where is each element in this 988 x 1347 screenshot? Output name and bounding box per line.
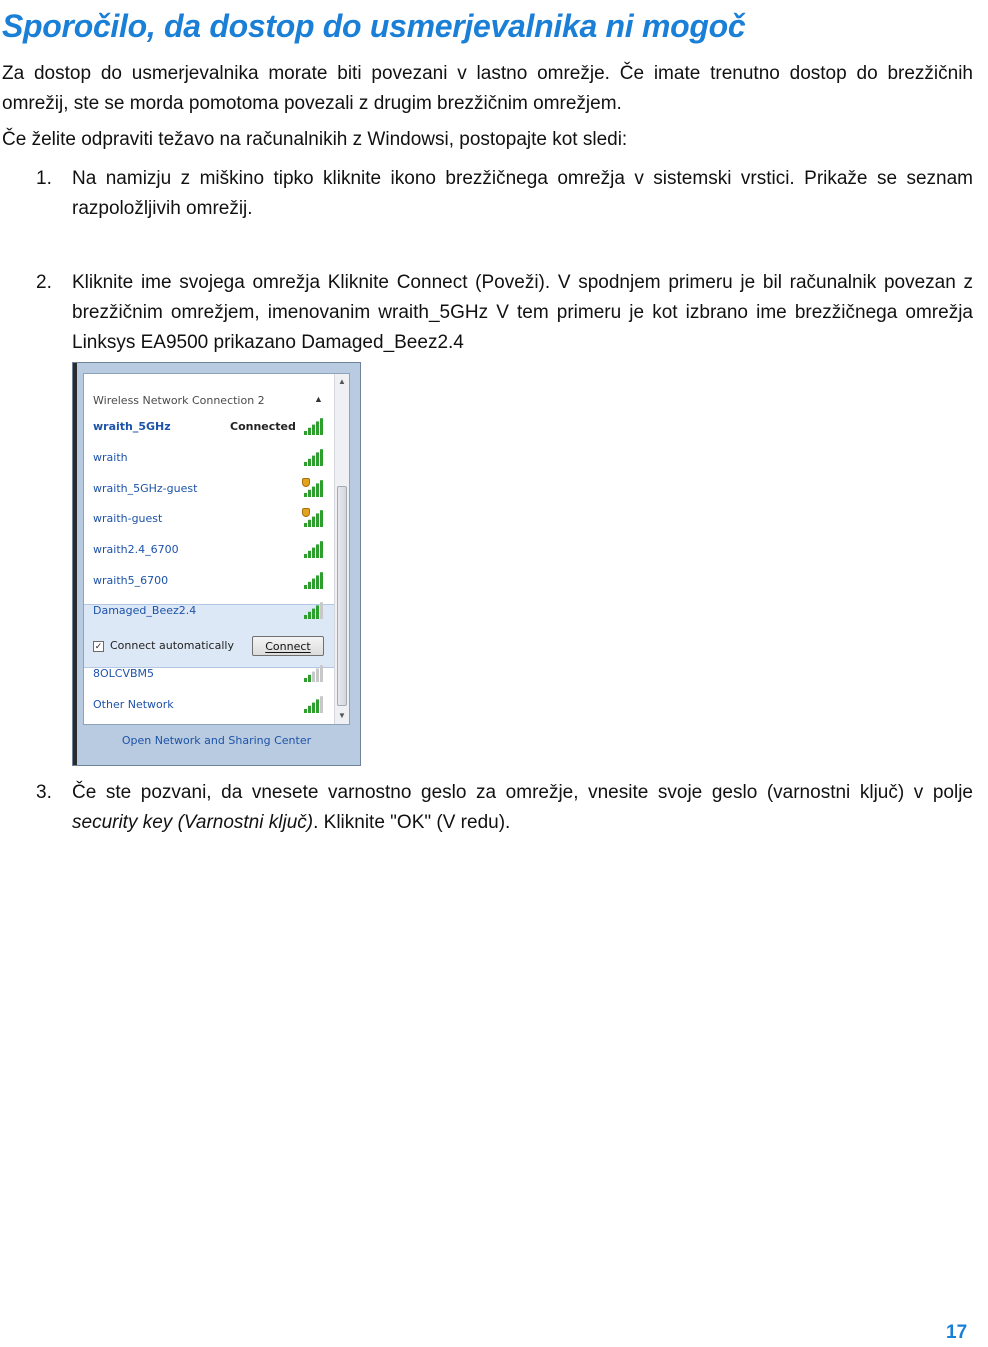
signal-bar <box>316 513 319 527</box>
scrollbar[interactable] <box>334 374 349 724</box>
page-number: 17 <box>946 1322 968 1343</box>
security-key-emphasis: security key (Varnostni ključ) <box>72 812 314 833</box>
step-3-text-end: . Kliknite "OK" (V redu). <box>313 812 511 833</box>
signal-bar <box>304 709 307 713</box>
signal-bar <box>308 551 311 558</box>
signal-bar <box>304 678 307 682</box>
network-row[interactable] <box>84 692 335 720</box>
scroll-down-icon[interactable]: ▼ <box>338 711 346 720</box>
signal-bar <box>312 672 315 682</box>
signal-bar <box>308 582 311 589</box>
network-flyout <box>72 362 361 766</box>
signal-bar <box>316 668 319 682</box>
network-name: wraith_5GHz-guest <box>93 482 198 495</box>
signal-bar <box>320 510 323 527</box>
signal-strength-icon <box>302 509 324 527</box>
step-3-text <box>72 778 973 838</box>
network-row[interactable] <box>84 568 335 596</box>
signal-strength-icon <box>302 448 324 466</box>
signal-bar <box>320 418 323 435</box>
signal-bar <box>320 572 323 589</box>
signal-bar <box>312 517 315 527</box>
signal-bar <box>304 554 307 558</box>
signal-bar <box>320 602 323 619</box>
network-row[interactable] <box>84 445 335 473</box>
signal-bar <box>308 459 311 466</box>
signal-bar <box>312 487 315 497</box>
scroll-up-icon[interactable]: ▲ <box>338 377 346 386</box>
connect-automatically-checkbox[interactable]: ✓ <box>94 641 103 651</box>
signal-bar <box>308 490 311 497</box>
intro-paragraph: Za dostop do usmerjevalnika morate biti povezani v lastno omrežje. Če imate trenutno dostop do brezžičnih omrežij, ste se morda pomotoma povezali z drugim brezžičnim omrežjem. <box>2 63 973 114</box>
signal-bar <box>304 615 307 619</box>
signal-strength-icon <box>302 479 324 497</box>
step-1-number: 1. <box>36 168 52 189</box>
signal-bar <box>308 520 311 527</box>
signal-bar <box>320 449 323 466</box>
signal-bar <box>304 462 307 466</box>
network-name: wraith <box>93 451 128 464</box>
network-row[interactable] <box>84 476 335 504</box>
signal-strength-icon <box>302 664 324 682</box>
signal-bar <box>304 431 307 435</box>
signal-bar <box>316 421 319 435</box>
network-row[interactable] <box>84 414 335 442</box>
step-1-text: Na namizju z miškino tipko kliknite ikono brezžičnega omrežja v sistemski vrstici. Prikaže se seznam razpoložljivih omrežij. <box>72 168 973 219</box>
network-row[interactable] <box>84 506 335 534</box>
signal-bar <box>316 544 319 558</box>
signal-strength-icon <box>302 695 324 713</box>
network-name: Damaged_Beez2.4 <box>93 604 197 617</box>
step-3-text-main: Če ste pozvani, da vnesete varnostno geslo za omrežje, vnesite svoje geslo (varnostni ključ) v polje <box>72 782 973 803</box>
signal-bar <box>320 665 323 682</box>
network-row[interactable] <box>84 537 335 565</box>
signal-bar <box>316 483 319 497</box>
network-name: wraith-guest <box>93 512 163 525</box>
signal-bar <box>316 605 319 619</box>
flyout-edge <box>73 363 77 765</box>
signal-bar <box>308 428 311 435</box>
signal-bar <box>316 699 319 713</box>
connect-automatically-label: Connect automatically <box>110 639 234 652</box>
step-2-number: 2. <box>36 272 52 293</box>
connect-button[interactable]: Connect <box>252 636 324 656</box>
signal-bar <box>316 575 319 589</box>
step-2-text: Kliknite ime svojega omrežja Kliknite Connect (Poveži). V spodnjem primeru je bil računalnik povezan z brezžičnim omrežjem, imenovanim wraith_5GHz V tem primeru je kot izbrano ime brezžičnega omrežja Linksys EA9500 prikazano Damaged_Beez2.4 <box>72 272 973 353</box>
signal-bar <box>320 480 323 497</box>
network-row[interactable] <box>84 661 335 689</box>
network-name: wraith2.4_6700 <box>93 543 179 556</box>
connection-header: Wireless Network Connection 2 <box>93 394 265 407</box>
windows-intro: Če želite odpraviti težavo na računalnikih z Windowsi, postopajte kot sledi: <box>2 129 628 150</box>
network-list-panel <box>83 373 350 725</box>
signal-bar <box>312 579 315 589</box>
network-row[interactable] <box>84 598 335 626</box>
signal-strength-icon <box>302 540 324 558</box>
signal-bar <box>312 456 315 466</box>
step-3-number: 3. <box>36 782 52 803</box>
signal-bar <box>304 493 307 497</box>
network-name: wraith_5GHz <box>93 420 171 433</box>
signal-bar <box>320 541 323 558</box>
network-name: Other Network <box>93 698 174 711</box>
network-name: wraith5_6700 <box>93 574 169 587</box>
signal-bar <box>312 425 315 435</box>
network-status: Connected <box>230 420 296 433</box>
network-name: 8OLCVBM5 <box>93 667 155 680</box>
page-title: Sporočilo, da dostop do usmerjevalnika ni mogoč <box>2 8 746 44</box>
signal-bar <box>308 612 311 619</box>
signal-bar <box>304 523 307 527</box>
signal-bar <box>312 703 315 713</box>
signal-bar <box>316 452 319 466</box>
signal-strength-icon <box>302 571 324 589</box>
signal-strength-icon <box>302 417 324 435</box>
signal-bar <box>312 548 315 558</box>
scroll-thumb[interactable] <box>337 486 347 706</box>
signal-bar <box>308 675 311 682</box>
signal-bar <box>312 609 315 619</box>
signal-bar <box>304 585 307 589</box>
signal-bar <box>308 706 311 713</box>
signal-bar <box>320 696 323 713</box>
open-network-sharing-center-link[interactable]: Open Network and Sharing Center <box>121 734 312 747</box>
signal-strength-icon <box>302 601 324 619</box>
collapse-icon[interactable]: ▲ <box>314 394 323 404</box>
